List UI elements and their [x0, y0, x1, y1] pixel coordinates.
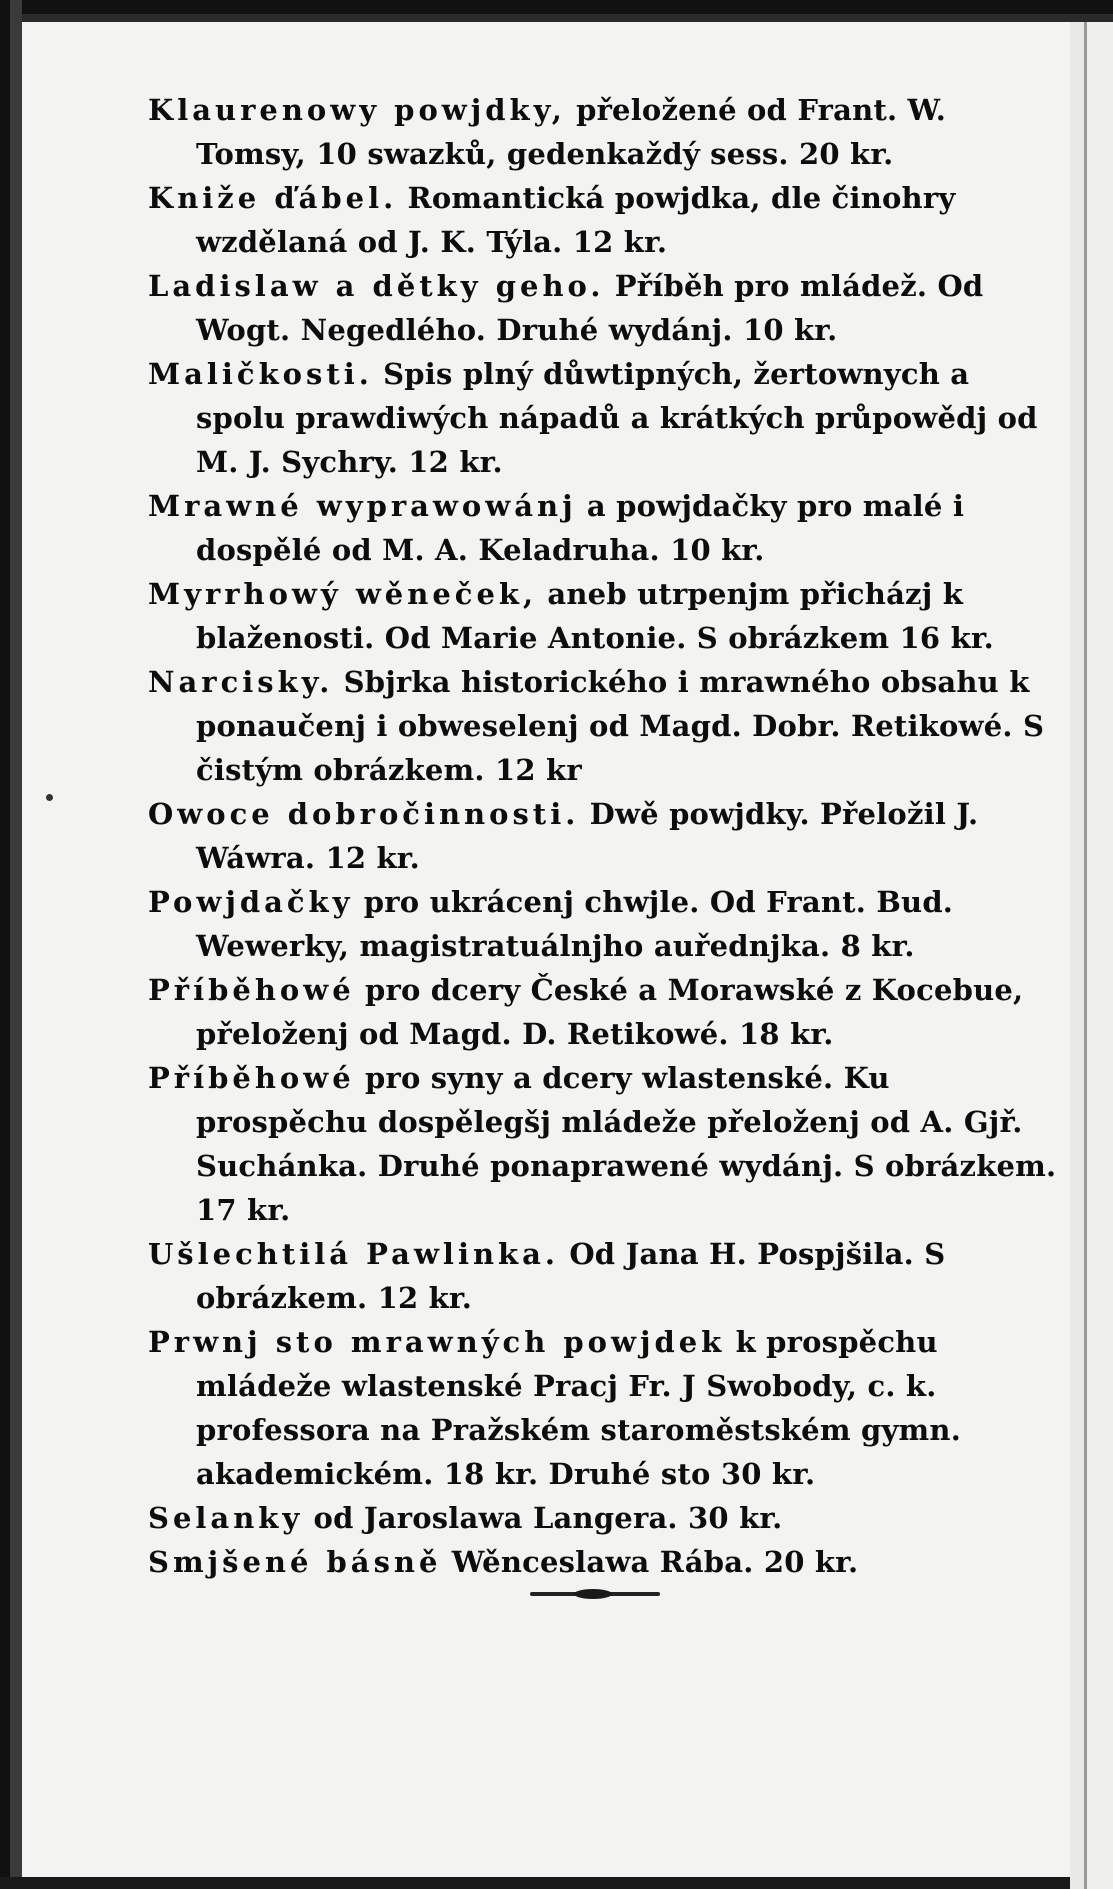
entry-title: Příběhowé	[148, 973, 355, 1007]
entry-description: Sbjrka historického i mrawného obsahu k ponaučenj i obweselenj od Magd. Dobr. Retikowé. S čistým obrázkem. 12 kr	[196, 665, 1045, 787]
entry-description: Od Jana H. Pospjšila. S obrázkem. 12 kr.	[196, 1237, 946, 1315]
entry-title: Prwnj sto mrawných powjdek	[148, 1325, 726, 1359]
catalog-entry	[148, 352, 1060, 484]
entry-title: Ladislaw a dětky geho.	[148, 269, 605, 303]
entry-description: aneb utrpenjm přicházj k blaženosti. Od Marie Antonie. S obrázkem 16 kr.	[196, 577, 994, 655]
entry-title: Selanky	[148, 1501, 304, 1535]
entry-title: Myrrhowý wěneček,	[148, 577, 538, 611]
catalog-entry	[148, 1496, 1060, 1540]
entry-description: k prospěchu mládeže wlastenské Pracj Fr. J Swobody, c. k. professora na Pražském staroměstském gymn. akademickém. 18 kr. Druhé sto 30 kr.	[196, 1325, 961, 1491]
entry-title: Mrawné wyprawowánj	[148, 489, 577, 523]
entry-description: Romantická powjdka, dle činohry wzdělaná od J. K. Týla. 12 kr.	[196, 181, 956, 259]
catalog-entry	[148, 1540, 1060, 1584]
scan-left-edge	[0, 0, 22, 1889]
entry-description: přeložené od Frant. W. Tomsy, 10 swazků, gedenkaždý sess. 20 kr.	[196, 93, 947, 171]
scan-bottom-edge	[0, 1877, 1113, 1889]
catalog-entry	[148, 1320, 1060, 1496]
entry-title: Ušlechtilá Pawlinka.	[148, 1237, 560, 1271]
entry-description: a powjdačky pro malé i dospělé od M. A. Keladruha. 10 kr.	[196, 489, 965, 567]
entry-title: Příběhowé	[148, 1061, 355, 1095]
entry-title: Narcisky.	[148, 665, 334, 699]
entry-description: Příběh pro mládež. Od Wogt. Negedlého. Druhé wydánj. 10 kr.	[196, 269, 984, 347]
page-fold-edge	[1070, 22, 1113, 1889]
book-catalog-list	[148, 88, 1060, 1584]
entry-description: od Jaroslawa Langera. 30 kr.	[313, 1501, 783, 1535]
catalog-entry	[148, 968, 1060, 1056]
entry-title: Powjdačky	[148, 885, 354, 919]
catalog-entry	[148, 1232, 1060, 1320]
entry-description: pro ukrácenj chwjle. Od Frant. Bud. Wewerky, magistratuálnjho auřednjka. 8 kr.	[196, 885, 954, 963]
catalog-entry	[148, 1056, 1060, 1232]
entry-title: Maličkosti.	[148, 357, 373, 391]
entry-title: Smjšené básně	[148, 1545, 442, 1579]
catalog-entry	[148, 88, 1060, 176]
catalog-entry	[148, 880, 1060, 968]
catalog-entry	[148, 792, 1060, 880]
entry-title: Kniže ďábel.	[148, 181, 398, 215]
catalog-entry	[148, 660, 1060, 792]
scan-top-edge	[0, 0, 1113, 22]
entry-title: Owoce dobročinnosti.	[148, 797, 580, 831]
entry-title: Klaurenowy powjdky,	[148, 93, 566, 127]
catalog-entry	[148, 264, 1060, 352]
ink-speck	[46, 794, 53, 801]
entry-description: Spis plný důwtipných, žertownych a spolu prawdiwých nápadů a krátkých průpowědj od M. J. Sychry. 12 kr.	[196, 357, 1038, 479]
closing-ornament-rule	[530, 1592, 660, 1596]
catalog-entry	[148, 484, 1060, 572]
catalog-entry	[148, 176, 1060, 264]
entry-description: pro dcery České a Morawské z Kocebue, přeloženj od Magd. D. Retikowé. 18 kr.	[196, 973, 1024, 1051]
entry-description: Dwě powjdky. Přeložil J. Wáwra. 12 kr.	[196, 797, 979, 875]
entry-description: Wěnceslawa Rába. 20 kr.	[451, 1545, 859, 1579]
entry-description: pro syny a dcery wlastenské. Ku prospěchu dospělegšj mládeže přeloženj od A. Gjř. Suchánka. Druhé ponaprawené wydánj. S obrázkem. 17 kr.	[196, 1061, 1057, 1227]
catalog-entry	[148, 572, 1060, 660]
